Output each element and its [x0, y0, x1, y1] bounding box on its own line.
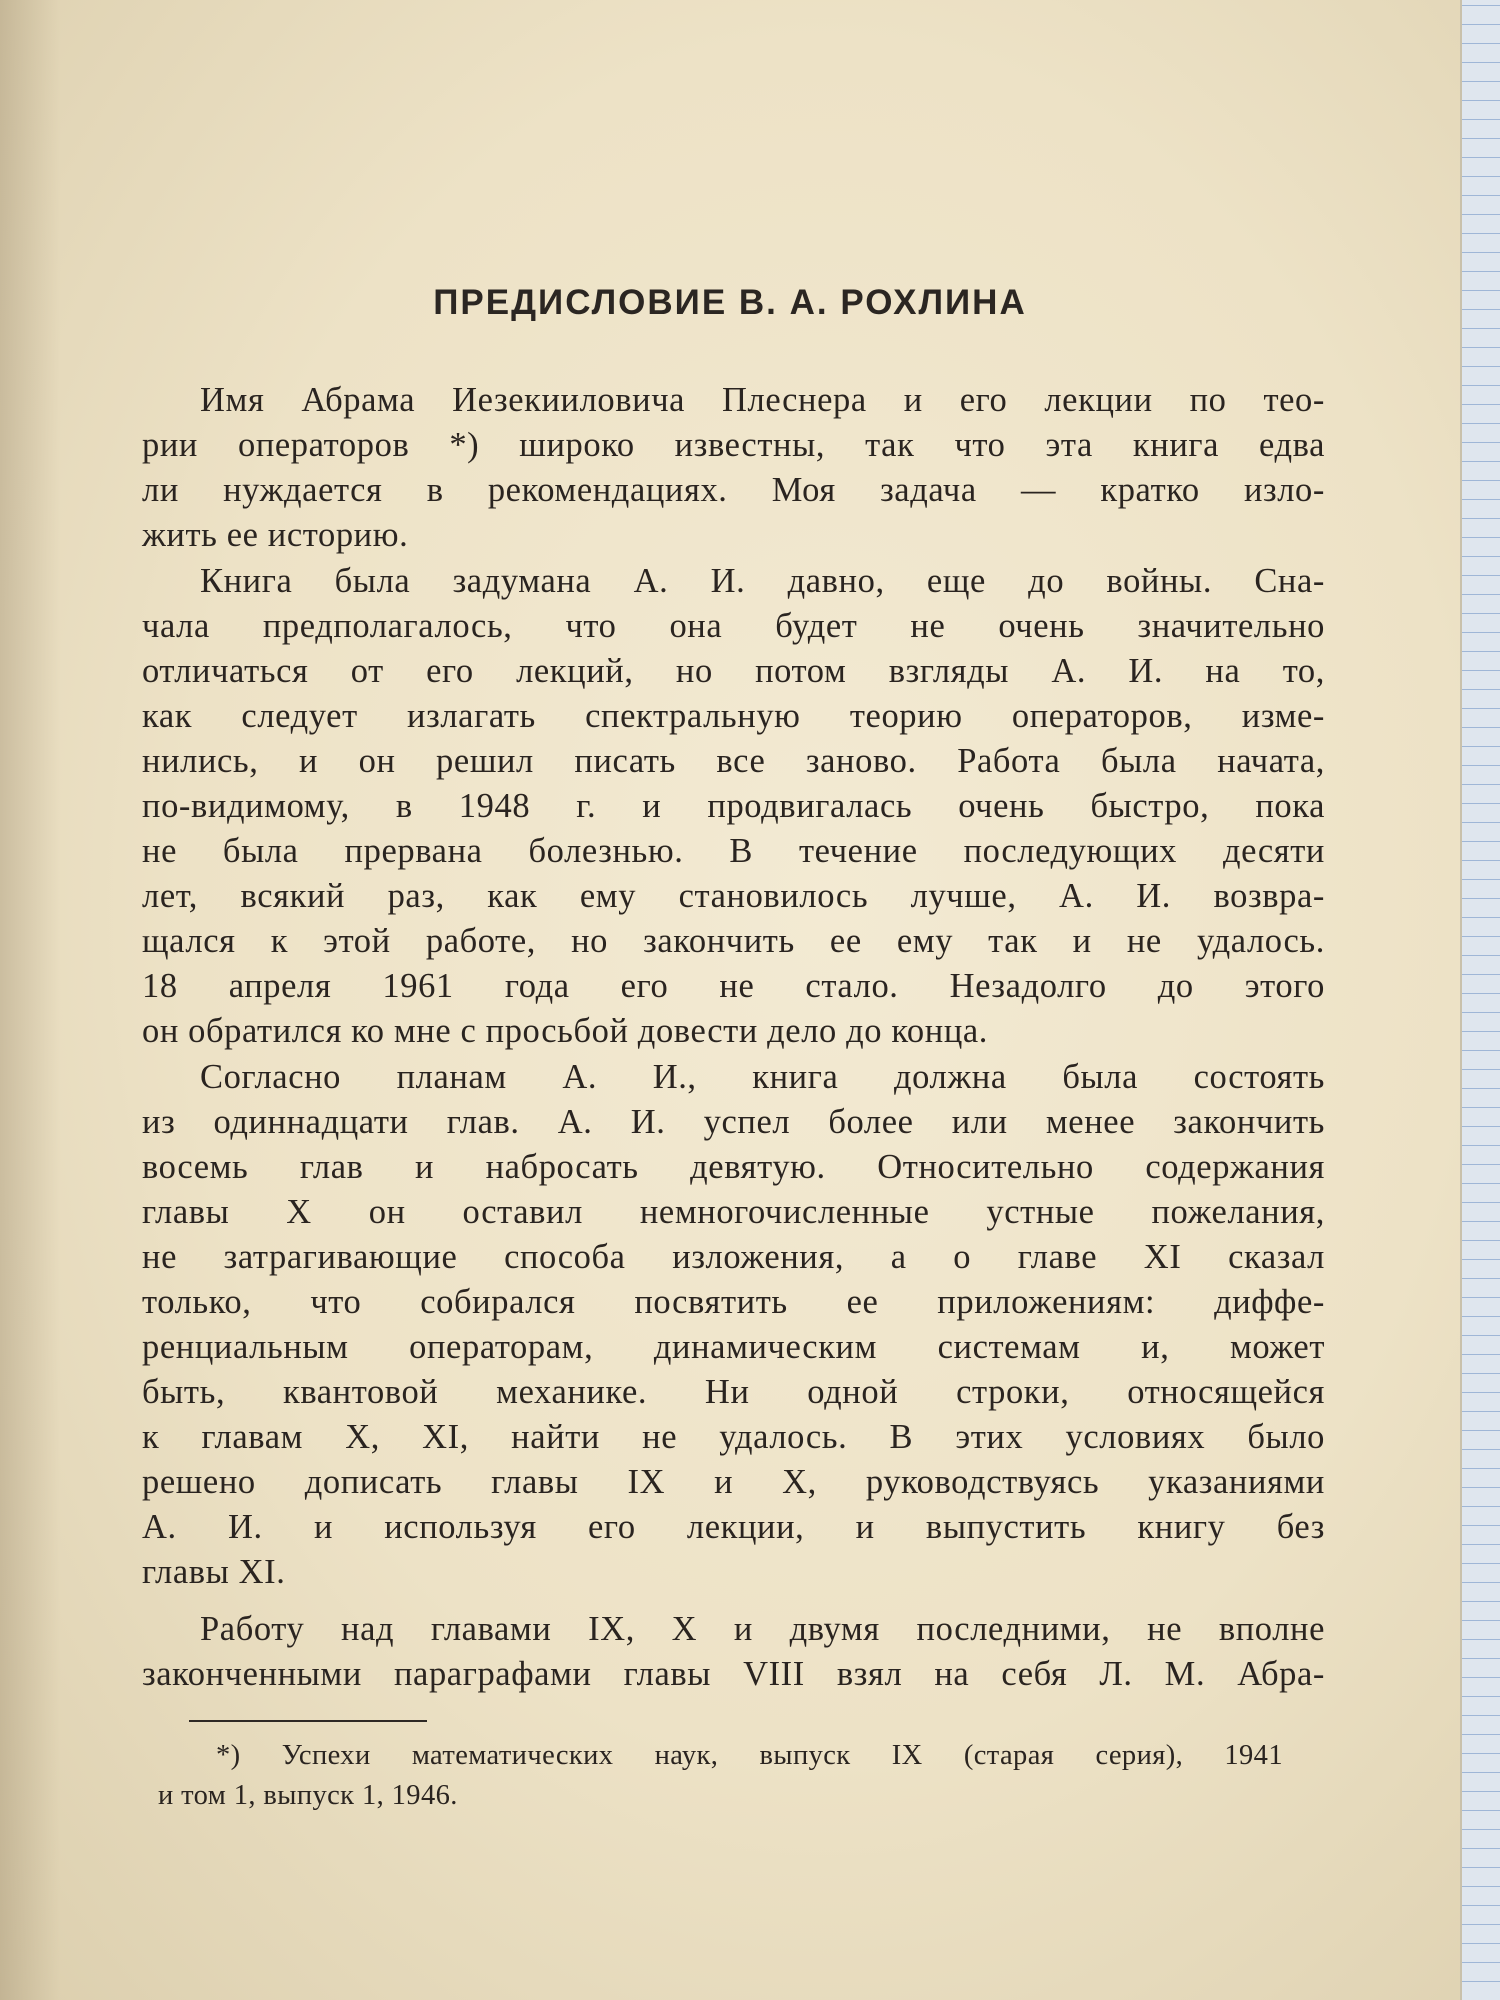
- text-line: быть, квантовой механике. Ни одной строки, относящейся: [142, 1373, 1325, 1411]
- text-line: из одиннадцати глав. А. И. успел более или менее закончить: [142, 1103, 1325, 1141]
- text-line: Согласно планам А. И., книга должна была состоять: [200, 1058, 1325, 1096]
- text-line: не была прервана болезнью. В течение последующих десяти: [142, 832, 1325, 870]
- footnote-divider: [189, 1720, 427, 1722]
- text-line: ли нуждается в рекомендациях. Моя задача — кратко изло-: [142, 471, 1325, 509]
- text-line: щался к этой работе, но закончить ее ему так и не удалось.: [142, 922, 1325, 960]
- text-line: не затрагивающие способа изложения, а о главе XI сказал: [142, 1238, 1325, 1276]
- graph-paper-edge: [1460, 0, 1500, 2000]
- title-text: ПРЕДИСЛОВИЕ В. А. РОХЛИНА: [433, 283, 1027, 322]
- text-line: нились, и он решил писать все заново. Работа была начата,: [142, 742, 1325, 780]
- text-line: главы XI.: [142, 1553, 286, 1591]
- text-line: рии операторов *) широко известны, так что эта книга едва: [142, 426, 1325, 464]
- text-line: лет, всякий раз, как ему становилось лучше, А. И. возвра-: [142, 877, 1325, 915]
- text-line: к главам X, XI, найти не удалось. В этих условиях было: [142, 1418, 1325, 1456]
- text-line: А. И. и используя его лекции, и выпустить книгу без: [142, 1508, 1325, 1546]
- footnote: [158, 1736, 1283, 1816]
- text-line: по-видимому, в 1948 г. и продвигалась очень быстро, пока: [142, 787, 1325, 825]
- text-line: Работу над главами IX, X и двумя последними, не вполне: [200, 1610, 1325, 1648]
- paragraph: [142, 1055, 1325, 1595]
- paragraph: [142, 378, 1325, 558]
- text-line: решено дописать главы IX и X, руководствуясь указаниями: [142, 1463, 1325, 1501]
- text-line: законченными параграфами главы VIII взял на себя Л. М. Абра-: [142, 1655, 1325, 1693]
- text-line: восемь глав и набросать девятую. Относительно содержания: [142, 1148, 1325, 1186]
- text-line: отличаться от его лекций, но потом взгляды А. И. на то,: [142, 652, 1325, 690]
- paragraph: [142, 559, 1325, 1054]
- text-line: как следует излагать спектральную теорию операторов, изме-: [142, 697, 1325, 735]
- text-line: Имя Абрама Иезекииловича Плеснера и его лекции по тео-: [200, 381, 1325, 419]
- text-line: 18 апреля 1961 года его не стало. Незадолго до этого: [142, 967, 1325, 1005]
- text-line: Книга была задумана А. И. давно, еще до войны. Сна-: [200, 562, 1325, 600]
- text-line: чала предполагалось, что она будет не очень значительно: [142, 607, 1325, 645]
- footnote-line: *) Успехи математических наук, выпуск IX (старая серия), 1941: [216, 1740, 1283, 1771]
- text-line: он обратился ко мне с просьбой довести дело до конца.: [142, 1012, 989, 1050]
- footnote-line: и том 1, выпуск 1, 1946.: [158, 1780, 458, 1811]
- body-text: [142, 378, 1325, 1698]
- page-title: [0, 283, 1460, 323]
- text-line: ренциальным операторам, динамическим системам и, может: [142, 1328, 1325, 1366]
- text-line: только, что собирался посвятить ее приложениям: диффе-: [142, 1283, 1325, 1321]
- text-line: жить ее историю.: [142, 516, 409, 554]
- text-line: главы X он оставил немногочисленные устные пожелания,: [142, 1193, 1325, 1231]
- paragraph: [142, 1607, 1325, 1697]
